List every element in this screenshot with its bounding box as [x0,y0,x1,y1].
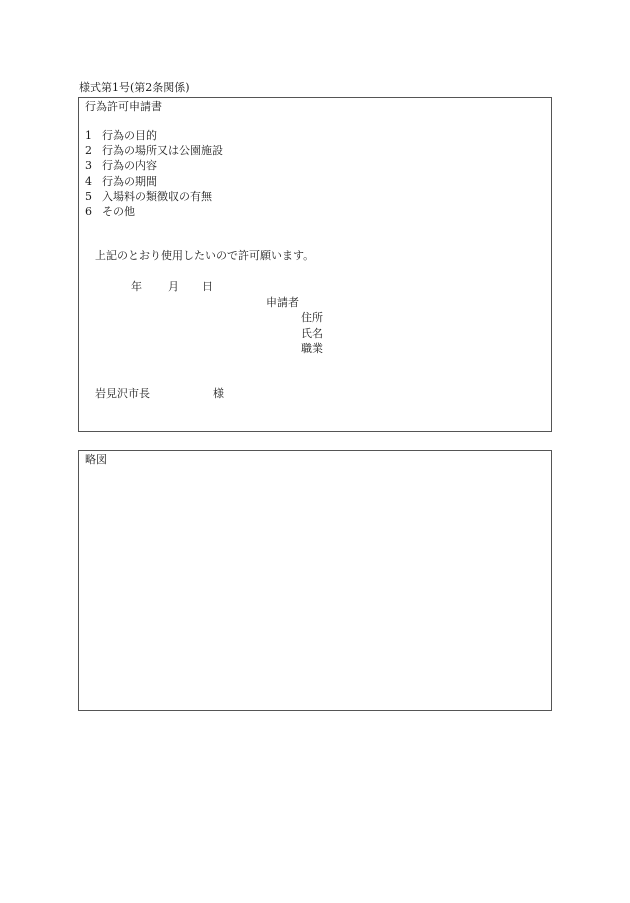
name-label: 氏名 [301,327,323,340]
item-number: 5 [85,190,92,203]
list-item [85,174,157,189]
addressee: 岩見沢市長 [95,387,150,400]
sketch-title: 略図 [85,453,107,466]
address-label: 住所 [301,311,323,324]
request-text: 上記のとおり使用したいので許可願います。 [95,249,315,262]
date-day-label: 日 [202,280,213,293]
date-year-label: 年 [131,280,142,293]
item-number: 1 [85,129,92,142]
form-number: 様式第1号(第2条関係) [79,81,190,94]
date-month-label: 月 [168,280,179,293]
occupation-label: 職業 [301,342,323,355]
list-item [85,128,157,143]
honorific: 様 [213,387,224,400]
list-item [85,158,157,173]
list-item [85,189,212,204]
applicant-label: 申請者 [266,296,299,309]
item-label: 行為の期間 [102,175,157,188]
sketch-box [78,450,552,711]
list-item [85,143,223,158]
item-number: 2 [85,144,92,157]
item-label: 行為の場所又は公園施設 [102,144,223,157]
application-box [78,97,552,432]
application-title: 行為許可申請書 [85,100,162,113]
item-label: 行為の内容 [102,159,157,172]
item-number: 4 [85,175,92,188]
item-label: その他 [102,205,135,218]
item-label: 行為の目的 [102,129,157,142]
item-number: 6 [85,205,92,218]
item-label: 入場料の類徴収の有無 [102,190,212,203]
list-item [85,204,135,219]
item-number: 3 [85,159,92,172]
